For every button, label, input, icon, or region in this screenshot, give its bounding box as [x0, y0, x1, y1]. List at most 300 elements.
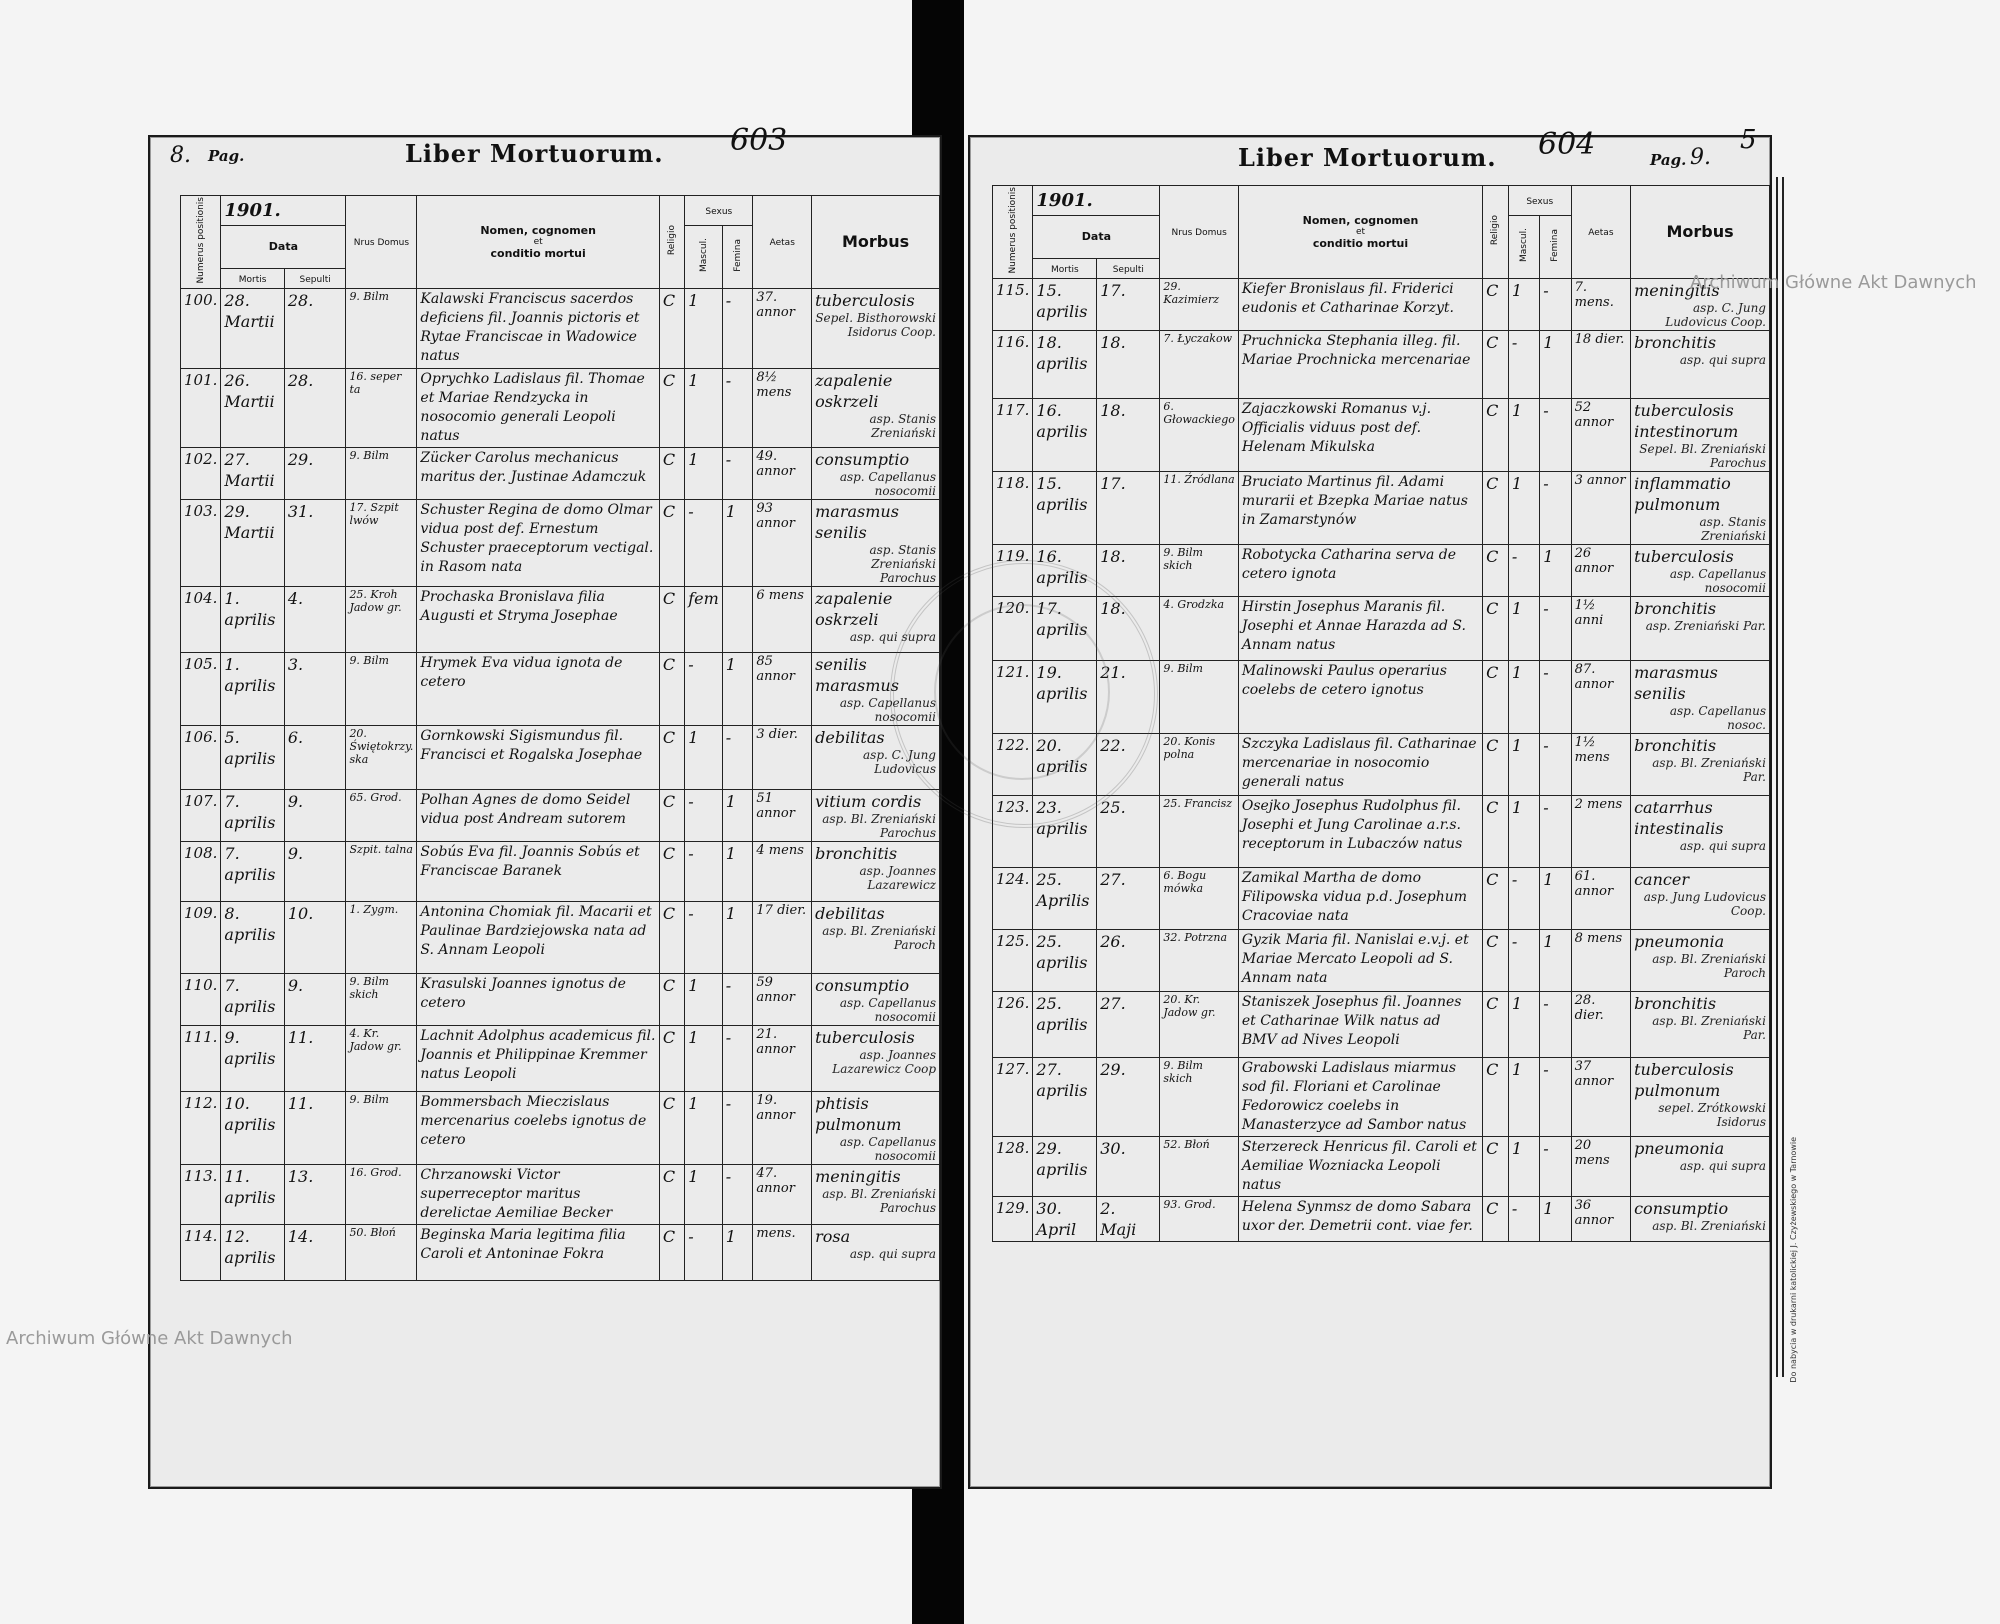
entry-number: 108.	[181, 841, 221, 901]
name-and-condition: Gornkowski Sigismundus fil. Francisci et Rogalska Josephae	[417, 725, 659, 789]
date-of-death: 25. aprilis	[1033, 991, 1097, 1057]
religion: C	[1483, 1057, 1509, 1136]
date-of-burial: 21.	[1097, 660, 1160, 733]
house-number: 25. Kroh Jadow gr.	[346, 586, 417, 652]
date-of-burial: 3.	[284, 652, 346, 725]
cause-of-death: marasmus senilis asp. Capellanus nosoc.	[1631, 660, 1770, 733]
date-of-burial: 18.	[1097, 596, 1160, 660]
religion: C	[659, 901, 684, 973]
cause-of-death: bronchitis asp. qui supra	[1631, 330, 1770, 398]
date-of-burial: 11.	[284, 1091, 346, 1164]
house-number: 1. Zygm.	[346, 901, 417, 973]
table-row	[181, 1025, 940, 1091]
age: 8 mens	[1571, 929, 1630, 991]
date-of-death: 16. aprilis	[1033, 398, 1097, 471]
col-sexus: Sexus	[685, 196, 753, 226]
age: 61. annor	[1571, 867, 1630, 929]
sex-male: 1	[685, 1025, 723, 1091]
date-of-death: 7. aprilis	[221, 841, 284, 901]
table-row	[993, 1196, 1770, 1241]
date-of-burial: 27.	[1097, 991, 1160, 1057]
left-title: Liber Mortuorum.	[405, 139, 664, 168]
sex-male: 1	[1508, 660, 1539, 733]
date-of-burial: 26.	[1097, 929, 1160, 991]
house-number: 25. Francisz	[1160, 795, 1238, 867]
name-and-condition: Lachnit Adolphus academicus fil. Joannis et Philippinae Kremmer natus Leopoli	[417, 1025, 659, 1091]
age: 1½ anni	[1571, 596, 1630, 660]
entry-number: 120.	[993, 596, 1033, 660]
entry-number: 115.	[993, 278, 1033, 330]
sex-female: -	[1540, 795, 1571, 867]
sex-female: -	[722, 1164, 753, 1224]
date-of-death: 12. aprilis	[221, 1224, 284, 1280]
sex-male: 1	[685, 447, 723, 499]
age: 28. dier.	[1571, 991, 1630, 1057]
religion: C	[659, 841, 684, 901]
name-and-condition: Helena Synmsz de domo Sabara uxor der. Demetrii cont. viae fer.	[1238, 1196, 1482, 1241]
house-number: Szpit. talna	[346, 841, 417, 901]
name-and-condition: Beginska Maria legitima filia Caroli et Antoninae Fokra	[417, 1224, 659, 1280]
archive-stamp	[890, 560, 1158, 828]
officiant-note: asp. Bl. Zreniański Par.	[1652, 1013, 1766, 1042]
name-and-condition: Sobús Eva fil. Joannis Sobús et Franciscae Baranek	[417, 841, 659, 901]
religion: C	[1483, 398, 1509, 471]
house-number: 16. seper ta	[346, 368, 417, 447]
officiant-note: asp. Capellanus nosocomii	[839, 469, 936, 498]
name-and-condition: Malinowski Paulus operarius coelebs de cetero ignotus	[1238, 660, 1482, 733]
date-of-burial: 30.	[1097, 1136, 1160, 1196]
religion: C	[1483, 596, 1509, 660]
cause-of-death: cancer asp. Jung Ludovicus Coop.	[1631, 867, 1770, 929]
table-row	[181, 1164, 940, 1224]
religion: C	[659, 1025, 684, 1091]
age: 85 annor	[753, 652, 812, 725]
name-and-condition: Kalawski Franciscus sacerdos deficiens fil. Joannis pictoris et Rytae Franciscae in Wadowice natus	[417, 288, 659, 368]
house-number: 9. Bilm	[346, 447, 417, 499]
table-row	[181, 1224, 940, 1280]
sex-female: -	[722, 288, 753, 368]
officiant-note: asp. Stanis Zreniański	[1699, 514, 1766, 543]
religion: C	[1483, 660, 1509, 733]
left-page-number: 8.	[170, 143, 191, 168]
house-number: 4. Kr. Jadow gr.	[346, 1025, 417, 1091]
sex-female: 1	[722, 1224, 753, 1280]
table-row	[993, 471, 1770, 544]
name-and-condition: Bommersbach Mieczislaus mercenarius coelebs ignotus de cetero	[417, 1091, 659, 1164]
name-and-condition: Zajaczkowski Romanus v.j. Officialis viduus post def. Helenam Mikulska	[1238, 398, 1482, 471]
name-and-condition: Sterzereck Henricus fil. Caroli et Aemiliae Wozniacka Leopoli natus	[1238, 1136, 1482, 1196]
table-row	[181, 586, 940, 652]
house-number: 9. Bilm skich	[1160, 1057, 1238, 1136]
name-and-condition: Schuster Regina de domo Olmar vidua post def. Ernestum Schuster praeceptorum vectigal. in Rasom nata	[417, 499, 659, 586]
cause-of-death: phtisis pulmonum asp. Capellanus nosocomii	[812, 1091, 940, 1164]
religion: C	[1483, 471, 1509, 544]
col-femina: Femina	[1540, 216, 1571, 279]
col-femina: Femina	[722, 226, 753, 289]
cause-of-death: meningitis asp. C. Jung Ludovicus Coop.	[1631, 278, 1770, 330]
entry-number: 118.	[993, 471, 1033, 544]
age: 93 annor	[753, 499, 812, 586]
age: 52 annor	[1571, 398, 1630, 471]
table-row	[993, 278, 1770, 330]
sex-male: 1	[685, 1091, 723, 1164]
entry-number: 116.	[993, 330, 1033, 398]
col-religio: Religio	[1483, 186, 1509, 279]
officiant-note: asp. Bl. Zreniański Parochus	[822, 811, 936, 840]
cause-of-death: pneumonia asp. Bl. Zreniański Paroch	[1631, 929, 1770, 991]
left-page-label: Pag.	[208, 147, 245, 165]
date-of-death: 8. aprilis	[221, 901, 284, 973]
entry-number: 129.	[993, 1196, 1033, 1241]
col-sepulti: Sepulti	[284, 268, 346, 288]
table-row	[993, 929, 1770, 991]
date-of-death: 19. aprilis	[1033, 660, 1097, 733]
col-year: 1901.	[221, 196, 346, 226]
age: 37 annor	[1571, 1057, 1630, 1136]
sex-female: 1	[722, 841, 753, 901]
col-morbus: Morbus	[812, 196, 940, 289]
sex-male: 1	[1508, 1057, 1539, 1136]
date-of-death: 18. aprilis	[1033, 330, 1097, 398]
officiant-note: asp. Jung Ludovicus Coop.	[1643, 889, 1766, 918]
religion: C	[659, 368, 684, 447]
cause-of-death: bronchitis asp. Zreniański Par.	[1631, 596, 1770, 660]
col-aetas: Aetas	[1571, 186, 1630, 279]
officiant-note: sepel. Zrótkowski Isidorus	[1658, 1100, 1766, 1129]
sex-female: 1	[1540, 544, 1571, 596]
date-of-burial: 18.	[1097, 544, 1160, 596]
sex-male: 1	[1508, 1136, 1539, 1196]
cause-of-death: zapalenie oskrzeli asp. qui supra	[812, 586, 940, 652]
cause-of-death: meningitis asp. Bl. Zreniański Parochus	[812, 1164, 940, 1224]
age: 6 mens	[753, 586, 812, 652]
date-of-burial: 28.	[284, 288, 346, 368]
house-number: 20. Świętokrzy. ska	[346, 725, 417, 789]
date-of-death: 16. aprilis	[1033, 544, 1097, 596]
date-of-death: 23. aprilis	[1033, 795, 1097, 867]
age: 36 annor	[1571, 1196, 1630, 1241]
entry-number: 124.	[993, 867, 1033, 929]
cause-of-death: inflammatio pulmonum asp. Stanis Zreniański	[1631, 471, 1770, 544]
entry-number: 106.	[181, 725, 221, 789]
sex-male: 1	[1508, 596, 1539, 660]
age: 47. annor	[753, 1164, 812, 1224]
date-of-burial: 10.	[284, 901, 346, 973]
date-of-burial: 29.	[1097, 1057, 1160, 1136]
sex-male: 1	[685, 725, 723, 789]
religion: C	[1483, 929, 1509, 991]
col-nomen: Nomen, cognomen et conditio mortui	[1238, 186, 1482, 279]
religion: C	[1483, 278, 1509, 330]
table-row	[993, 330, 1770, 398]
sex-female: -	[1540, 1136, 1571, 1196]
age: 49. annor	[753, 447, 812, 499]
officiant-note: asp. Capellanus nosocomii	[839, 695, 936, 724]
sex-female: 1	[1540, 1196, 1571, 1241]
name-and-condition: Zücker Carolus mechanicus maritus der. Justinae Adamczuk	[417, 447, 659, 499]
age: 8½ mens	[753, 368, 812, 447]
sex-female: 1	[1540, 867, 1571, 929]
religion: C	[659, 652, 684, 725]
entry-number: 128.	[993, 1136, 1033, 1196]
date-of-burial: 28.	[284, 368, 346, 447]
table-row	[181, 841, 940, 901]
sex-male: -	[685, 499, 723, 586]
house-number: 9. Bilm skich	[1160, 544, 1238, 596]
table-row	[181, 652, 940, 725]
date-of-death: 25. Aprilis	[1033, 867, 1097, 929]
sex-male: 1	[1508, 278, 1539, 330]
age: 21. annor	[753, 1025, 812, 1091]
age: 3 annor	[1571, 471, 1630, 544]
entry-number: 100.	[181, 288, 221, 368]
sex-male: -	[1508, 330, 1539, 398]
sex-male: -	[1508, 929, 1539, 991]
name-and-condition: Kiefer Bronislaus fil. Friderici eudonis et Catharinae Korzyt.	[1238, 278, 1482, 330]
house-number: 11. Źródlana	[1160, 471, 1238, 544]
age: 20 mens	[1571, 1136, 1630, 1196]
officiant-note: asp. C. Jung Ludovicus Coop.	[1665, 300, 1766, 329]
house-number: 4. Grodzka	[1160, 596, 1238, 660]
sex-male: 1	[685, 288, 723, 368]
age: 3 dier.	[753, 725, 812, 789]
officiant-note: asp. Bl. Zreniański Paroch	[1652, 951, 1766, 980]
date-of-death: 17. aprilis	[1033, 596, 1097, 660]
date-of-burial: 18.	[1097, 398, 1160, 471]
name-and-condition: Staniszek Josephus fil. Joannes et Catharinae Wilk natus ad BMV ad Nives Leopoli	[1238, 991, 1482, 1057]
col-morbus: Morbus	[1631, 186, 1770, 279]
name-and-condition: Chrzanowski Victor superreceptor maritus derelictae Aemiliae Becker	[417, 1164, 659, 1224]
cause-of-death: tuberculosis asp. Capellanus nosocomii	[1631, 544, 1770, 596]
officiant-note: asp. Capellanus nosocomii	[839, 1134, 936, 1163]
date-of-burial: 9.	[284, 789, 346, 841]
house-number: 9. Bilm	[346, 1091, 417, 1164]
date-of-death: 27. Martii	[221, 447, 284, 499]
date-of-death: 25. aprilis	[1033, 929, 1097, 991]
sex-female: 1	[722, 499, 753, 586]
entry-number: 105.	[181, 652, 221, 725]
entry-number: 101.	[181, 368, 221, 447]
col-sexus: Sexus	[1508, 186, 1571, 216]
date-of-death: 10. aprilis	[221, 1091, 284, 1164]
entry-number: 123.	[993, 795, 1033, 867]
entry-number: 111.	[181, 1025, 221, 1091]
cause-of-death: zapalenie oskrzeli asp. Stanis Zreniański	[812, 368, 940, 447]
officiant-note: asp. Bl. Zreniański Paroch	[822, 923, 936, 952]
house-number: 29. Kazimierz	[1160, 278, 1238, 330]
date-of-death: 11. aprilis	[221, 1164, 284, 1224]
house-number: 9. Bilm	[346, 288, 417, 368]
sex-female: 1	[1540, 929, 1571, 991]
religion: C	[659, 973, 684, 1025]
date-of-death: 1. aprilis	[221, 586, 284, 652]
table-row	[181, 288, 940, 368]
date-of-death: 5. aprilis	[221, 725, 284, 789]
date-of-death: 28. Martii	[221, 288, 284, 368]
sex-female: -	[722, 447, 753, 499]
name-and-condition: Krasulski Joannes ignotus de cetero	[417, 973, 659, 1025]
religion: C	[659, 288, 684, 368]
col-numerus: Numerus positionis	[993, 186, 1033, 279]
table-row	[993, 1136, 1770, 1196]
house-number: 52. Błoń	[1160, 1136, 1238, 1196]
officiant-note: asp. Capellanus nosocomii	[1669, 566, 1766, 595]
date-of-burial: 18.	[1097, 330, 1160, 398]
left-page	[148, 123, 942, 1489]
date-of-death: 1. aprilis	[221, 652, 284, 725]
house-number: 65. Grod.	[346, 789, 417, 841]
sex-female: -	[722, 1025, 753, 1091]
house-number: 93. Grod.	[1160, 1196, 1238, 1241]
sex-female: -	[1540, 596, 1571, 660]
officiant-note: asp. Joannes Lazarewicz Coop	[832, 1047, 936, 1076]
table-row	[993, 867, 1770, 929]
officiant-note: asp. qui supra	[1679, 1158, 1766, 1173]
sex-female: -	[722, 368, 753, 447]
officiant-note: asp. C. Jung Ludovicus	[863, 747, 936, 776]
date-of-death: 30. April	[1033, 1196, 1097, 1241]
name-and-condition: Prochaska Bronislava filia Augusti et Stryma Josephae	[417, 586, 659, 652]
entry-number: 126.	[993, 991, 1033, 1057]
sex-male: -	[685, 1224, 723, 1280]
age: 18 dier.	[1571, 330, 1630, 398]
right-archive-number: 604	[1538, 127, 1596, 162]
sex-female: -	[1540, 1057, 1571, 1136]
officiant-note: asp. qui supra	[1679, 838, 1766, 853]
col-data: Data	[221, 226, 346, 269]
house-number: 9. Bilm skich	[346, 973, 417, 1025]
date-of-burial: 22.	[1097, 733, 1160, 795]
entry-number: 109.	[181, 901, 221, 973]
cause-of-death: marasmus senilis asp. Stanis Zreniański Parochus	[812, 499, 940, 586]
watermark-left: Archiwum Główne Akt Dawnych	[6, 1328, 293, 1349]
cause-of-death: tuberculosis Sepel. Bisthorowski Isidorus Coop.	[812, 288, 940, 368]
table-row	[993, 544, 1770, 596]
col-year: 1901.	[1033, 186, 1160, 216]
right-page-label: Pag.	[1650, 151, 1687, 169]
cause-of-death: debilitas asp. Bl. Zreniański Paroch	[812, 901, 940, 973]
date-of-burial: 14.	[284, 1224, 346, 1280]
officiant-note: asp. qui supra	[1679, 352, 1766, 367]
officiant-note: asp. Bl. Zreniański Parochus	[822, 1186, 936, 1215]
cause-of-death: vitium cordis asp. Bl. Zreniański Parochus	[812, 789, 940, 841]
sex-female: -	[722, 1091, 753, 1164]
col-data: Data	[1033, 216, 1160, 259]
officiant-note: asp. qui supra	[849, 629, 936, 644]
sex-male: 1	[1508, 398, 1539, 471]
religion: C	[659, 789, 684, 841]
entry-number: 102.	[181, 447, 221, 499]
age: 87. annor	[1571, 660, 1630, 733]
officiant-note: asp. Capellanus nosoc.	[1669, 703, 1766, 732]
col-mortis: Mortis	[1033, 258, 1097, 278]
officiant-note: asp. Joannes Lazarewicz	[859, 863, 936, 892]
age: 59 annor	[753, 973, 812, 1025]
date-of-death: 26. Martii	[221, 368, 284, 447]
date-of-burial: 13.	[284, 1164, 346, 1224]
house-number: 7. Łyczakow	[1160, 330, 1238, 398]
name-and-condition: Hirstin Josephus Maranis fil. Josephi et Annae Harazda ad S. Annam natus	[1238, 596, 1482, 660]
sex-male: -	[685, 841, 723, 901]
religion: C	[659, 499, 684, 586]
table-row	[993, 991, 1770, 1057]
cause-of-death: catarrhus intestinalis asp. qui supra	[1631, 795, 1770, 867]
religion: C	[659, 725, 684, 789]
date-of-death: 9. aprilis	[221, 1025, 284, 1091]
sex-male: 1	[1508, 733, 1539, 795]
officiant-note: Sepel. Bisthorowski Isidorus Coop.	[815, 310, 936, 339]
officiant-note: asp. Bl. Zreniański Par.	[1652, 755, 1766, 784]
age: mens.	[753, 1224, 812, 1280]
date-of-death: 29. aprilis	[1033, 1136, 1097, 1196]
house-number: 50. Błoń	[346, 1224, 417, 1280]
cause-of-death: senilis marasmus asp. Capellanus nosocomii	[812, 652, 940, 725]
sex-female: 1	[722, 789, 753, 841]
name-and-condition: Osejko Josephus Rudolphus fil. Josephi et Jung Carolinae a.r.s. receptorum in Lubaczów natus	[1238, 795, 1482, 867]
watermark-right: Archiwum Główne Akt Dawnych	[1690, 272, 1977, 293]
date-of-burial: 9.	[284, 841, 346, 901]
sex-female	[722, 586, 753, 652]
name-and-condition: Szczyka Ladislaus fil. Catharinae mercenariae in nosocomio generali natus	[1238, 733, 1482, 795]
entry-number: 125.	[993, 929, 1033, 991]
col-sepulti: Sepulti	[1097, 258, 1160, 278]
table-row	[993, 795, 1770, 867]
sex-male: 1	[1508, 795, 1539, 867]
sex-male: -	[685, 789, 723, 841]
right-page-number: 9.	[1690, 145, 1711, 170]
sex-male: 1	[1508, 471, 1539, 544]
cause-of-death: tuberculosis pulmonum sepel. Zrótkowski Isidorus	[1631, 1057, 1770, 1136]
table-row	[181, 725, 940, 789]
entry-number: 104.	[181, 586, 221, 652]
right-title: Liber Mortuorum.	[1238, 143, 1497, 172]
cause-of-death: bronchitis asp. Bl. Zreniański Par.	[1631, 733, 1770, 795]
cause-of-death: tuberculosis asp. Joannes Lazarewicz Coop	[812, 1025, 940, 1091]
cause-of-death: consumptio asp. Bl. Zreniański	[1631, 1196, 1770, 1241]
religion: C	[1483, 795, 1509, 867]
name-and-condition: Oprychko Ladislaus fil. Thomae et Mariae Rendzycka in nosocomio generali Leopoli natus	[417, 368, 659, 447]
table-row	[181, 973, 940, 1025]
table-row	[181, 1091, 940, 1164]
date-of-death: 15. aprilis	[1033, 471, 1097, 544]
date-of-burial: 6.	[284, 725, 346, 789]
entry-number: 114.	[181, 1224, 221, 1280]
sex-male: -	[1508, 867, 1539, 929]
sex-male: -	[685, 901, 723, 973]
officiant-note: asp. Stanis Zreniański	[869, 411, 936, 440]
religion: C	[659, 1091, 684, 1164]
religion: C	[1483, 991, 1509, 1057]
date-of-burial: 4.	[284, 586, 346, 652]
name-and-condition: Gyzik Maria fil. Nanislai e.v.j. et Mariae Mercato Leopoli ad S. Annam nata	[1238, 929, 1482, 991]
age: 7. mens.	[1571, 278, 1630, 330]
date-of-burial: 11.	[284, 1025, 346, 1091]
col-religio: Religio	[659, 196, 684, 289]
entry-number: 107.	[181, 789, 221, 841]
date-of-death: 7. aprilis	[221, 789, 284, 841]
left-archive-number: 603	[730, 123, 788, 158]
entry-number: 117.	[993, 398, 1033, 471]
date-of-burial: 29.	[284, 447, 346, 499]
sex-female: -	[1540, 471, 1571, 544]
age: 1½ mens	[1571, 733, 1630, 795]
sex-male: fem	[685, 586, 723, 652]
entry-number: 127.	[993, 1057, 1033, 1136]
date-of-burial: 25.	[1097, 795, 1160, 867]
table-row	[181, 789, 940, 841]
sex-male: -	[685, 652, 723, 725]
date-of-burial: 27.	[1097, 867, 1160, 929]
